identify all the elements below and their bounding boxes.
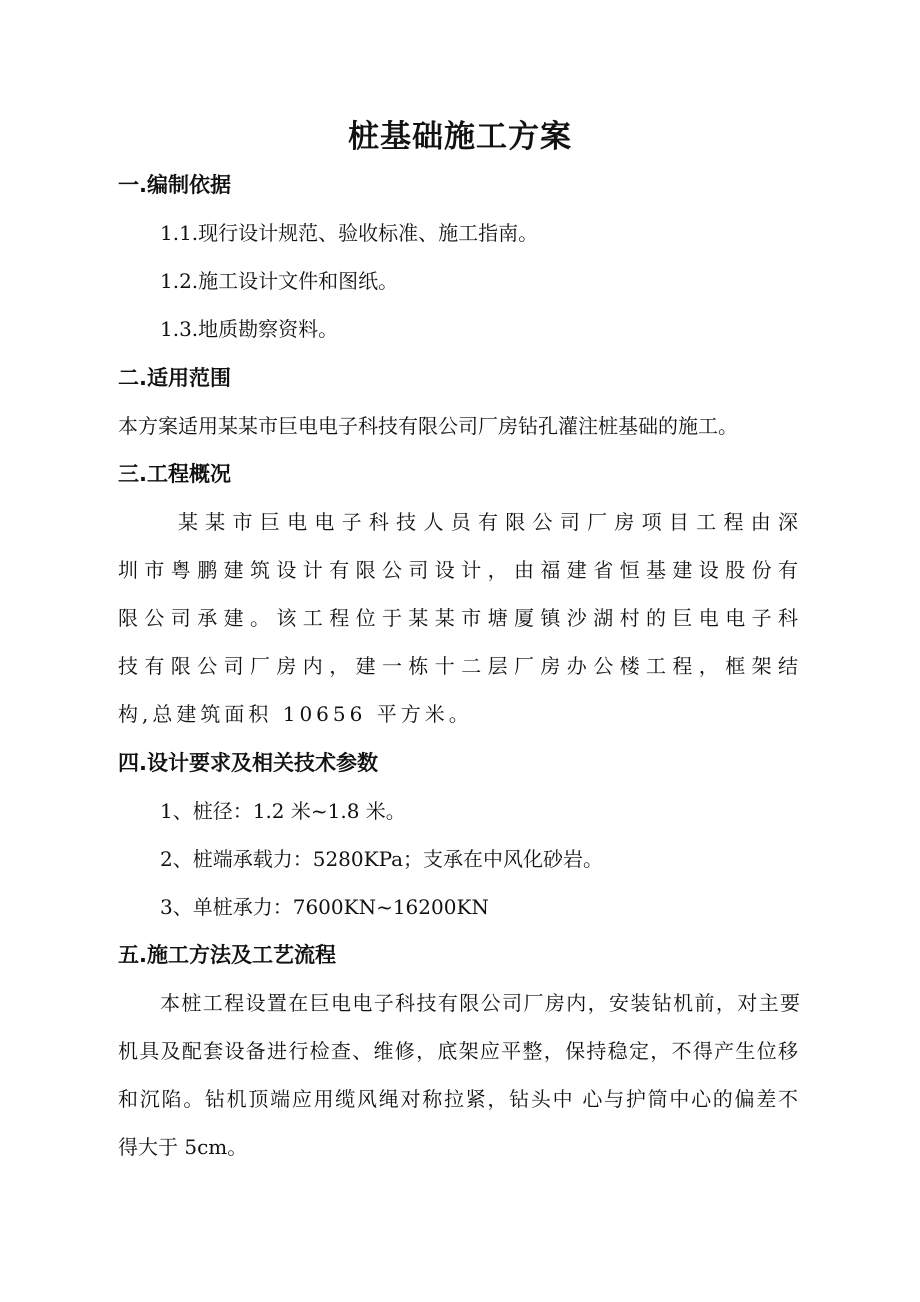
section-5-line-1: 本桩工程设置在巨电电子科技有限公司厂房内，安装钻机前，对主要 [160,991,800,1015]
section-1-item-3: 1.3.地质勘察资料。 [160,317,339,341]
section-3-line-4: 技有限公司厂房内，建一栋十二层厂房办公楼工程，框架结 [118,654,798,678]
section-4-item-1: 1、桩径：1.2 米~1.8 米。 [160,799,406,823]
section-4-item-3: 3、单桩承力：7600KN~16200KN [160,895,489,919]
section-2-paragraph: 本方案适用某某市巨电电子科技有限公司厂房钻孔灌注桩基础的施工。 [118,414,738,438]
section-heading-5: 五.施工方法及工艺流程 [118,943,336,967]
page-title: 桩基础施工方案 [348,119,572,155]
section-3-line-1: 某某市巨电电子科技人员有限公司厂房项目工程由深 [178,510,798,534]
section-4-item-2: 2、桩端承载力：5280KPa；支承在中风化砂岩。 [160,847,604,871]
section-3-line-3: 限公司承建。该工程位于某某市塘厦镇沙湖村的巨电电子科 [118,606,798,630]
section-3-line-2: 圳市粤鹏建筑设计有限公司设计，由福建省恒基建设股份有 [118,558,798,582]
section-3-line-5: 构,总建筑面积 10656 平方米。 [118,702,473,726]
section-heading-1: 一.编制依据 [118,173,231,197]
section-heading-3: 三.工程概况 [118,462,231,486]
section-1-item-1: 1.1.现行设计规范、验收标准、施工指南。 [160,221,539,245]
section-heading-4: 四.设计要求及相关技术参数 [118,751,378,775]
section-5-line-4: 得大于 5cm。 [118,1135,248,1159]
section-5-line-3: 和沉陷。钻机顶端应用缆风绳对称拉紧，钻头中 心与护筒中心的偏差不 [118,1087,798,1111]
section-1-item-2: 1.2.施工设计文件和图纸。 [160,269,399,293]
section-heading-2: 二.适用范围 [118,366,231,390]
section-5-line-2: 机具及配套设备进行检查、维修，底架应平整，保持稳定，不得产生位移 [118,1039,798,1063]
